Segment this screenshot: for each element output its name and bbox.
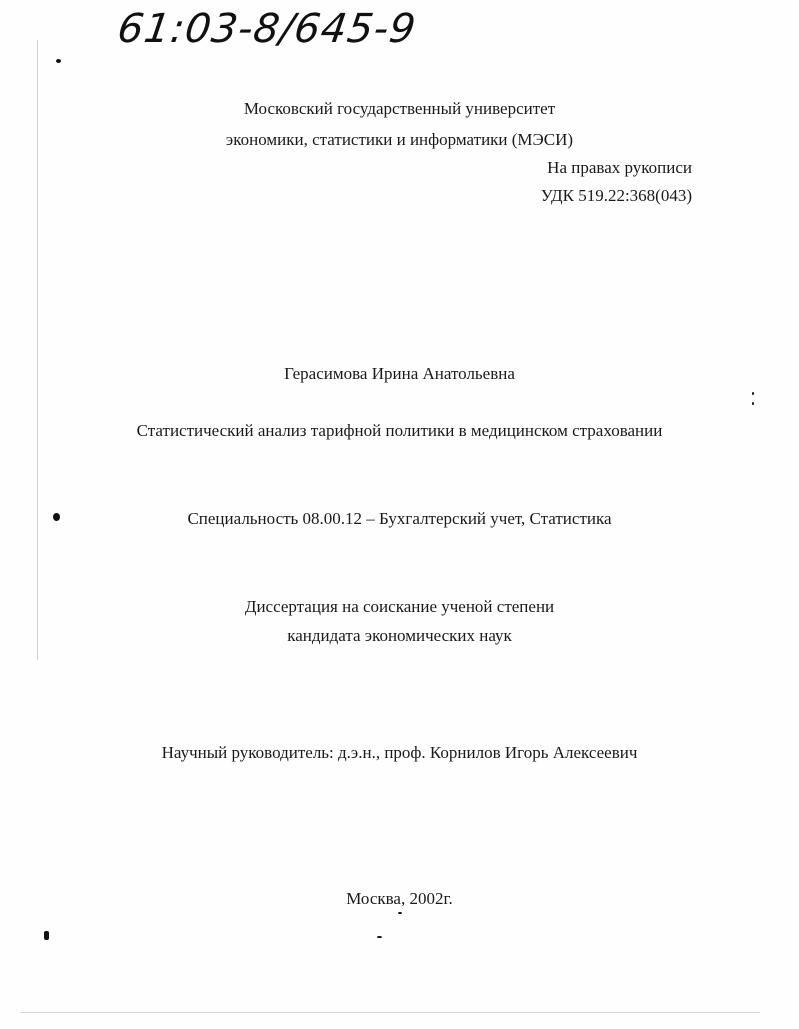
degree-line-2: кандидата экономических наук xyxy=(287,626,512,645)
scan-speck xyxy=(752,392,754,395)
dissertation-title: Статистический анализ тарифной политики в медицинском страховании xyxy=(136,421,663,440)
archive-stamp-handwritten: 61:03-8/645-9 xyxy=(114,6,420,52)
author-name: Герасимова Ирина Анатольевна xyxy=(284,364,515,383)
udc-code: УДК 519.22:368(043) xyxy=(540,186,692,205)
institution-line-1: Московский государственный университет xyxy=(243,99,556,118)
manuscript-rights: На правах рукописи xyxy=(547,158,692,177)
scan-speck xyxy=(56,59,61,63)
degree-line-1: Диссертация на соискание ученой степени xyxy=(244,597,555,616)
specialty: Специальность 08.00.12 – Бухгалтерский учет, Статистика xyxy=(187,509,612,528)
scan-speck xyxy=(377,936,382,938)
supervisor: Научный руководитель: д.э.н., проф. Корнилов Игорь Алексеевич xyxy=(161,743,638,762)
scan-speck xyxy=(752,402,754,405)
scan-speck xyxy=(44,931,49,940)
place-year: Москва, 2002г. xyxy=(346,889,453,908)
scan-speck xyxy=(398,912,402,914)
institution-line-2: экономики, статистики и информатики (МЭСИ) xyxy=(225,130,574,149)
scan-bottom-edge xyxy=(20,1012,760,1013)
